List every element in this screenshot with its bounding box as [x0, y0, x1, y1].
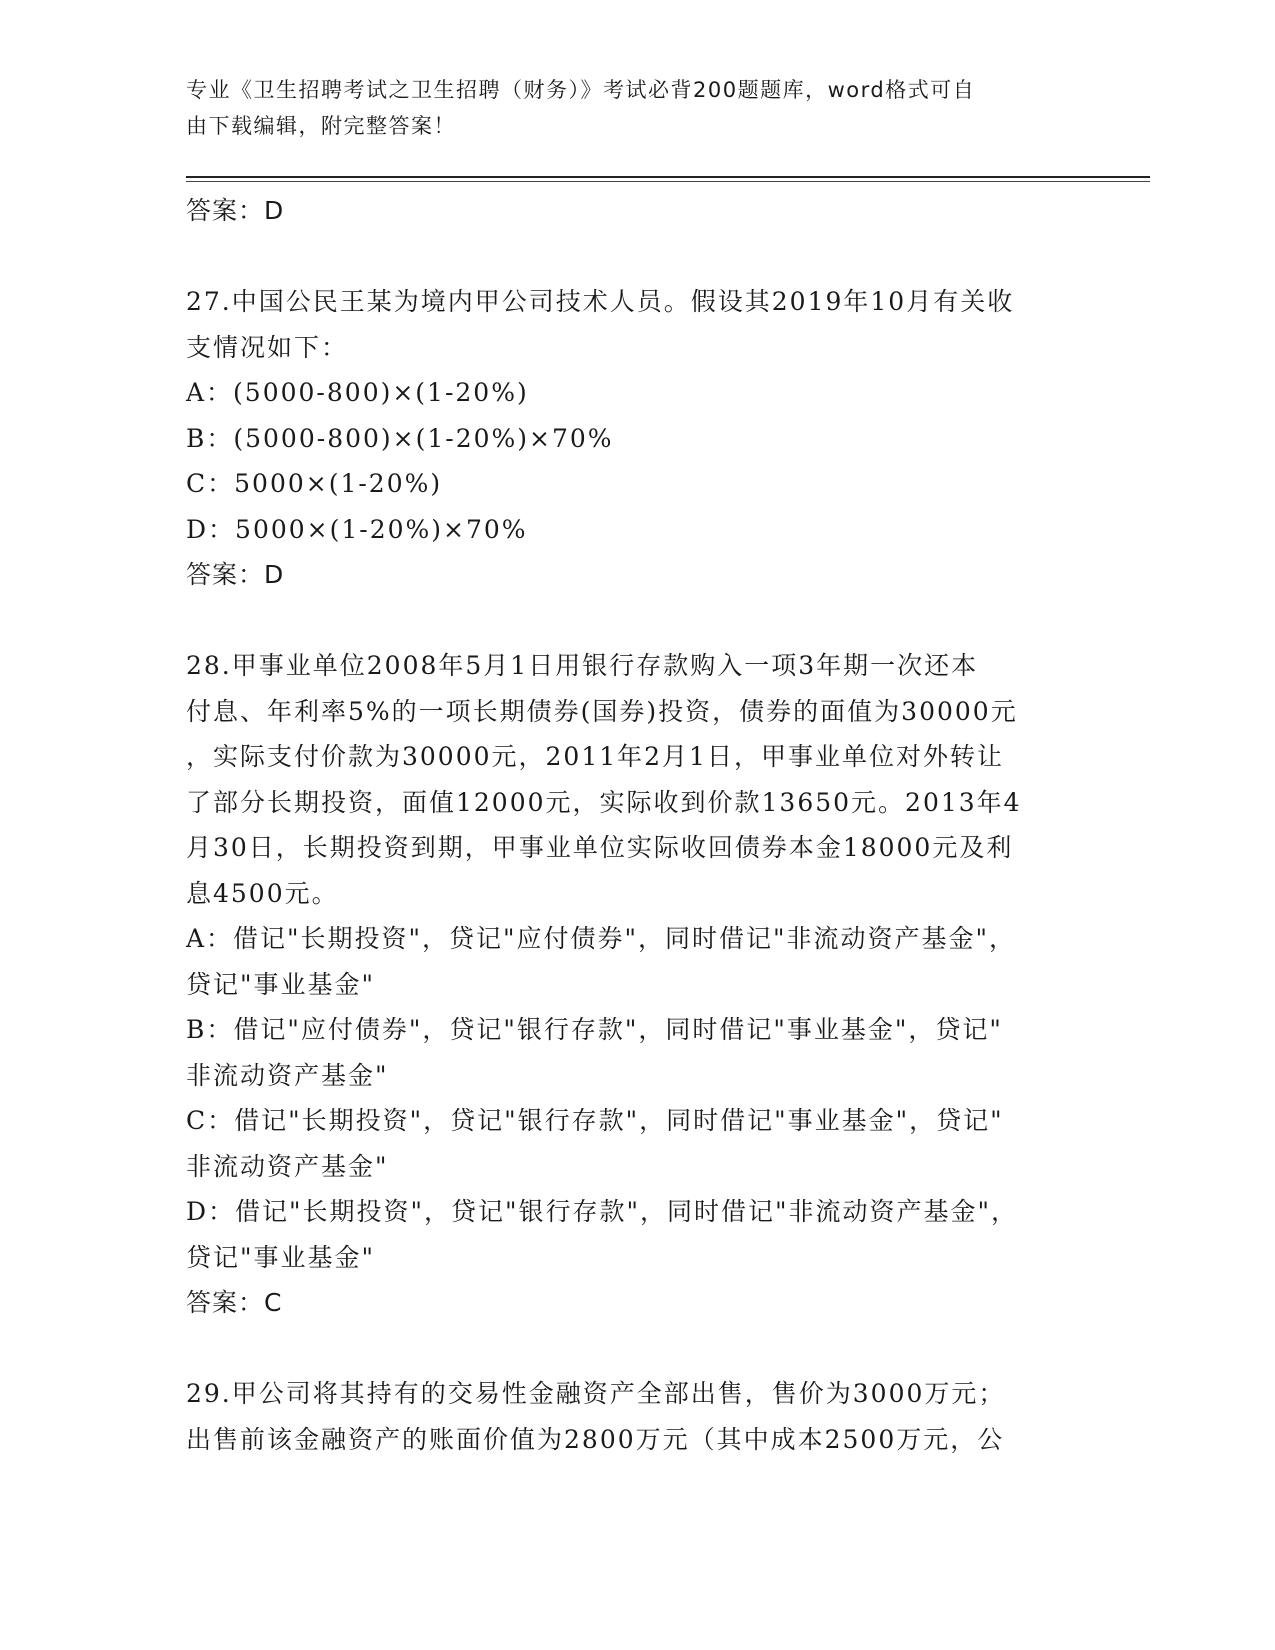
option-d-continued: 贷记"事业基金": [186, 1242, 375, 1272]
option-c: C：5000×(1-20%): [186, 469, 443, 498]
option-b: B：(5000-800)×(1-20%)×70%: [186, 423, 614, 453]
question-27: [186, 279, 1086, 598]
option-c-continued: 非流动资产基金": [186, 1151, 389, 1181]
header-line: 专业《卫生招聘考试之卫生招聘（财务）》考试必背200题题库，word格式可自: [186, 78, 976, 102]
spacer: [186, 234, 1086, 279]
option-b-continued: 非流动资产基金": [186, 1060, 389, 1090]
question-text-line: ，实际支付价款为30000元，2011年2月1日，甲事业单位对外转让: [186, 742, 1004, 771]
option-d: D：借记"长期投资"，贷记"银行存款"，同时借记"非流动资产基金"，: [186, 1197, 1019, 1226]
document-body: [186, 188, 1086, 1462]
question-text-line: 付息、年利率5%的一项长期债券(国券)投资，债券的面值为30000元: [186, 696, 1018, 726]
option-d: D：5000×(1-20%)×70%: [186, 514, 528, 544]
question-text-line: 月30日，长期投资到期，甲事业单位实际收回债券本金18000元及利: [186, 833, 1014, 862]
spacer: [186, 1326, 1086, 1371]
answer-line: 答案：C: [186, 1288, 283, 1317]
question-text-line: 了部分长期投资，面值12000元，实际收到价款13650元。2013年4: [186, 787, 1022, 817]
option-a: A：借记"长期投资"，贷记"应付债券"，同时借记"非流动资产基金"，: [186, 924, 1017, 953]
spacer: [186, 598, 1086, 643]
question-text-line: 29.甲公司将其持有的交易性金融资产全部出售，售价为3000万元；: [186, 1379, 1006, 1408]
header-line: 由下载编辑，附完整答案！: [186, 114, 456, 138]
header-divider-thick: [186, 176, 1150, 178]
question-text-line: 出售前该金融资产的账面价值为2800万元（其中成本2500万元，公: [186, 1424, 1005, 1454]
option-a: A：(5000-800)×(1-20%): [186, 378, 529, 407]
question-29: [186, 1371, 1086, 1462]
answer-line: 答案：D: [186, 560, 285, 589]
option-a-continued: 贷记"事业基金": [186, 969, 375, 999]
header-divider-thin: [186, 181, 1150, 182]
question-text-line: 28.甲事业单位2008年5月1日用银行存款购入一项3年期一次还本: [186, 651, 979, 680]
question-28: [186, 643, 1086, 1326]
option-c: C：借记"长期投资"，贷记"银行存款"，同时借记"事业基金"，贷记": [186, 1106, 1004, 1135]
question-text-line: 息4500元。: [186, 878, 339, 908]
question-text-line: 支情况如下：: [186, 332, 349, 362]
document-header: [186, 72, 1066, 144]
option-b: B：借记"应付债券"，贷记"银行存款"，同时借记"事业基金"，贷记": [186, 1015, 1003, 1044]
question-text-line: 27.中国公民王某为境内甲公司技术人员。假设其2019年10月有关收: [186, 287, 1015, 316]
answer-line: 答案：D: [186, 196, 285, 225]
